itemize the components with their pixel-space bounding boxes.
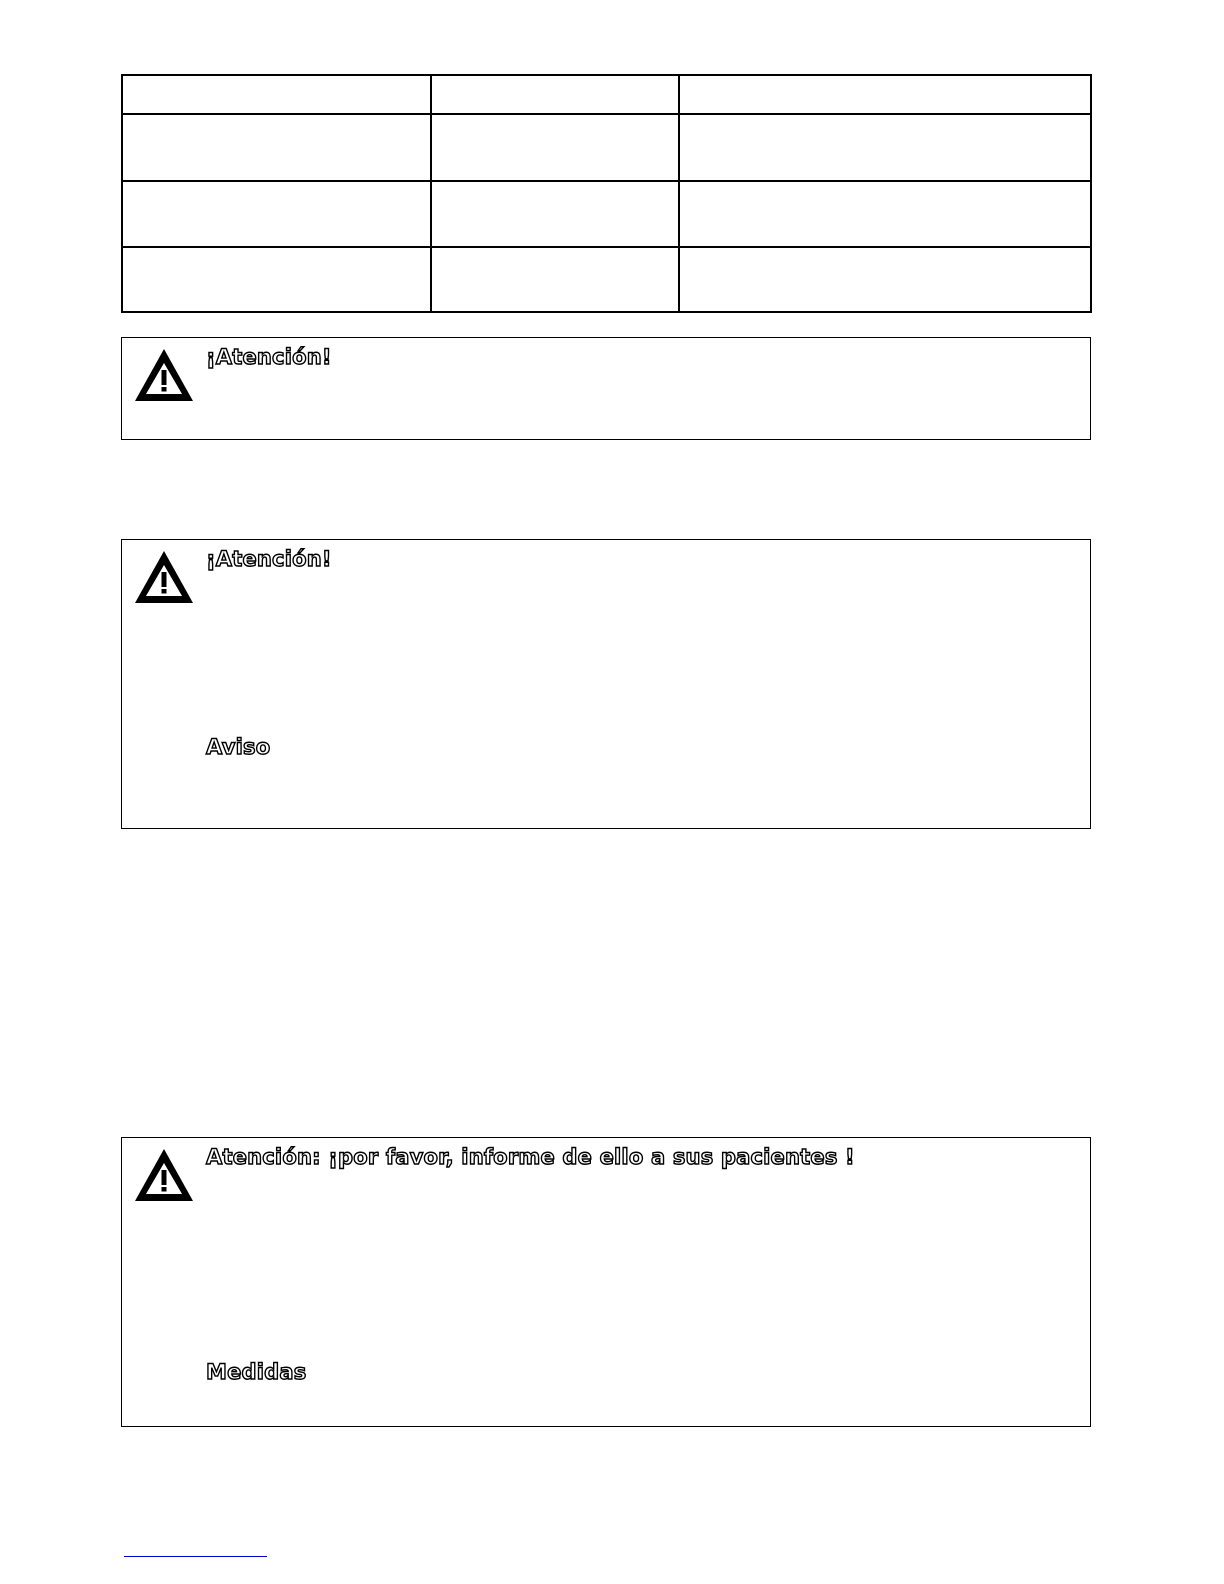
warning-triangle-icon	[132, 346, 196, 404]
warning-subheading: Medidas	[206, 1360, 307, 1384]
warning-heading: Atención: ¡por favor, informe de ello a sus pacientes !	[206, 1145, 855, 1169]
table-row-divider	[123, 180, 1090, 182]
table-column-divider	[430, 76, 432, 311]
table-row-divider	[123, 246, 1090, 248]
warning-box-3	[121, 1137, 1091, 1427]
table-row-divider	[123, 113, 1090, 115]
warning-triangle-icon	[132, 1146, 196, 1204]
warning-subheading: Aviso	[206, 735, 271, 759]
table-column-divider	[678, 76, 680, 311]
warning-heading: ¡Atención!	[206, 547, 332, 571]
warning-heading: ¡Atención!	[206, 345, 332, 369]
warning-box-2	[121, 539, 1091, 829]
warning-box-1	[121, 337, 1091, 440]
footer-link-underline[interactable]	[124, 1556, 267, 1557]
warning-triangle-icon	[132, 548, 196, 606]
data-table	[121, 74, 1092, 313]
